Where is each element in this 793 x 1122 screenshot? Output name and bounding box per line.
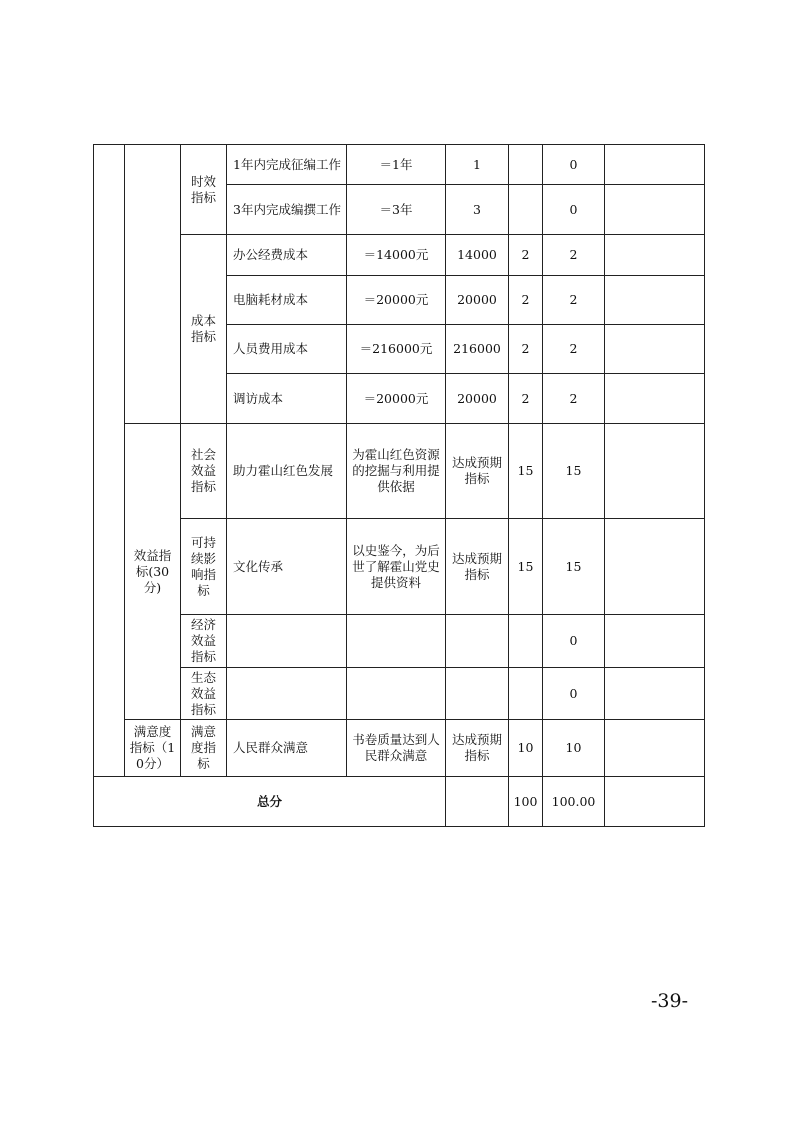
weight-cell — [509, 615, 543, 668]
third-level-indicator-cell: 时效指标 — [181, 145, 227, 235]
target-value-cell — [347, 668, 446, 720]
remark-cell — [605, 519, 705, 615]
page-number: -39- — [651, 990, 689, 1012]
actual-value-cell: 达成预期指标 — [446, 720, 509, 777]
third-level-indicator-cell: 满意度指标 — [181, 720, 227, 777]
score-cell: 10 — [543, 720, 605, 777]
score-cell: 0 — [543, 145, 605, 185]
target-value-cell: ＝20000元 — [347, 374, 446, 424]
table-row — [94, 235, 705, 276]
weight-cell: 2 — [509, 276, 543, 325]
weight-cell: 2 — [509, 235, 543, 276]
actual-value-cell: 达成预期指标 — [446, 519, 509, 615]
actual-value-cell: 20000 — [446, 374, 509, 424]
second-level-indicator-cell: 效益指标(30分) — [125, 424, 181, 720]
first-level-indicator-cell — [94, 145, 125, 777]
score-cell: 15 — [543, 519, 605, 615]
score-cell: 2 — [543, 276, 605, 325]
remark-cell — [605, 185, 705, 235]
indicator-name-cell: 调访成本 — [227, 374, 347, 424]
target-value-cell: 以史鉴今，为后世了解霍山党史提供资料 — [347, 519, 446, 615]
total-row — [94, 777, 705, 827]
total-score-cell: 100.00 — [543, 777, 605, 827]
remark-cell — [605, 325, 705, 374]
target-value-cell: ＝1年 — [347, 145, 446, 185]
table-row — [94, 615, 705, 668]
weight-cell — [509, 668, 543, 720]
remark-cell — [605, 374, 705, 424]
target-value-cell: 书卷质量达到人民群众满意 — [347, 720, 446, 777]
total-label-cell: 总分 — [94, 777, 446, 827]
indicator-name-cell: 助力霍山红色发展 — [227, 424, 347, 519]
table-row — [94, 424, 705, 519]
table-row — [94, 668, 705, 720]
target-value-cell: ＝216000元 — [347, 325, 446, 374]
weight-cell: 2 — [509, 325, 543, 374]
actual-value-cell: 达成预期指标 — [446, 424, 509, 519]
indicator-name-cell: 办公经费成本 — [227, 235, 347, 276]
third-level-indicator-cell: 社会效益指标 — [181, 424, 227, 519]
total-actual-cell — [446, 777, 509, 827]
indicator-name-cell: 文化传承 — [227, 519, 347, 615]
score-cell: 2 — [543, 374, 605, 424]
performance-table — [93, 144, 705, 827]
score-cell: 15 — [543, 424, 605, 519]
weight-cell: 15 — [509, 424, 543, 519]
table-row — [94, 519, 705, 615]
score-cell: 0 — [543, 615, 605, 668]
target-value-cell: 为霍山红色资源的挖掘与利用提供依据 — [347, 424, 446, 519]
remark-cell — [605, 615, 705, 668]
actual-value-cell — [446, 615, 509, 668]
third-level-indicator-cell: 成本指标 — [181, 235, 227, 424]
actual-value-cell: 20000 — [446, 276, 509, 325]
remark-cell — [605, 424, 705, 519]
actual-value-cell: 14000 — [446, 235, 509, 276]
indicator-name-cell: 人员费用成本 — [227, 325, 347, 374]
indicator-name-cell — [227, 615, 347, 668]
indicator-name-cell: 人民群众满意 — [227, 720, 347, 777]
score-cell: 2 — [543, 235, 605, 276]
target-value-cell: ＝3年 — [347, 185, 446, 235]
remark-cell — [605, 235, 705, 276]
indicator-name-cell: 电脑耗材成本 — [227, 276, 347, 325]
target-value-cell: ＝20000元 — [347, 276, 446, 325]
score-cell: 0 — [543, 668, 605, 720]
weight-cell: 10 — [509, 720, 543, 777]
third-level-indicator-cell: 可持续影响指标 — [181, 519, 227, 615]
indicator-name-cell: 3年内完成编撰工作 — [227, 185, 347, 235]
actual-value-cell: 216000 — [446, 325, 509, 374]
actual-value-cell: 1 — [446, 145, 509, 185]
actual-value-cell: 3 — [446, 185, 509, 235]
remark-cell — [605, 668, 705, 720]
weight-cell — [509, 145, 543, 185]
weight-cell: 15 — [509, 519, 543, 615]
table-row — [94, 720, 705, 777]
target-value-cell — [347, 615, 446, 668]
indicator-name-cell — [227, 668, 347, 720]
third-level-indicator-cell: 经济效益指标 — [181, 615, 227, 668]
table-row — [94, 145, 705, 185]
second-level-indicator-cell: 满意度指标（10分） — [125, 720, 181, 777]
indicator-name-cell: 1年内完成征编工作 — [227, 145, 347, 185]
second-level-indicator-cell — [125, 145, 181, 424]
total-remark-cell — [605, 777, 705, 827]
weight-cell — [509, 185, 543, 235]
weight-cell: 2 — [509, 374, 543, 424]
actual-value-cell — [446, 668, 509, 720]
third-level-indicator-cell: 生态效益指标 — [181, 668, 227, 720]
remark-cell — [605, 276, 705, 325]
remark-cell — [605, 145, 705, 185]
total-weight-cell: 100 — [509, 777, 543, 827]
score-cell: 0 — [543, 185, 605, 235]
target-value-cell: ＝14000元 — [347, 235, 446, 276]
remark-cell — [605, 720, 705, 777]
score-cell: 2 — [543, 325, 605, 374]
